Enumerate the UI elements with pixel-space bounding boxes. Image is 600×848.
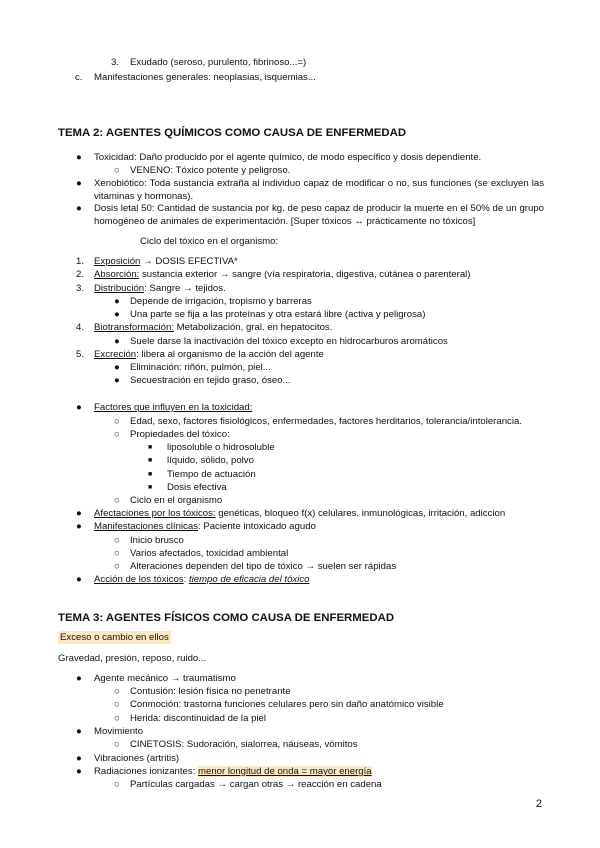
list-item: liposoluble o hidrosoluble xyxy=(167,442,275,453)
bullet-icon: ● xyxy=(76,203,82,214)
list-item: Depende de irrigación, tropismo y barreras xyxy=(130,296,312,307)
factors-title: Factores que influyen en la toxicidad: xyxy=(94,402,253,413)
highlight: menor longitud de onda = mayor energía xyxy=(198,766,372,777)
list-item: líquido, sólido, polvo xyxy=(167,455,254,466)
list-item: Herida: discontinuidad de la piel xyxy=(130,713,266,724)
separator: : xyxy=(183,574,189,585)
circle-bullet-icon: ○ xyxy=(114,739,120,750)
circle-bullet-icon: ○ xyxy=(114,416,120,427)
term: Excreción xyxy=(94,349,137,360)
bullet-icon: ● xyxy=(76,726,82,737)
section-heading: TEMA 3: AGENTES FÍSICOS COMO CAUSA DE ENFERMEDAD xyxy=(58,612,395,624)
circle-bullet-icon: ○ xyxy=(114,561,120,572)
list-number: 2. xyxy=(76,269,85,280)
list-letter: c. xyxy=(75,72,83,83)
term: Acción de los tóxicos xyxy=(94,574,184,585)
bullet-icon: ● xyxy=(76,673,82,684)
circle-bullet-icon: ○ xyxy=(114,548,120,559)
square-bullet-icon: ■ xyxy=(148,471,153,478)
term: Exposición xyxy=(94,256,141,267)
bullet-icon: ● xyxy=(76,402,82,413)
circle-bullet-icon: ○ xyxy=(114,713,120,724)
list-item: Propiedades del tóxico: xyxy=(130,429,230,440)
list-item: Dosis efectiva xyxy=(167,482,227,493)
list-item: Vibraciones (artritis) xyxy=(94,753,180,764)
list-item: Exudado (seroso, purulento, fibrinoso...=) xyxy=(130,57,307,68)
bullet-icon: ● xyxy=(76,178,82,189)
circle-bullet-icon: ○ xyxy=(114,535,120,546)
list-item: Ciclo en el organismo xyxy=(130,495,223,506)
square-bullet-icon: ■ xyxy=(148,484,153,491)
bullet-icon: ● xyxy=(76,521,82,532)
circle-bullet-icon: ○ xyxy=(114,495,120,506)
bullet-icon: ● xyxy=(76,574,82,585)
bullet-icon: ● xyxy=(76,508,82,519)
term: Distribución xyxy=(94,283,145,294)
step-text: sustancia exterior → sangre (vía respiratoria, digestiva, cutánea o parenteral) xyxy=(139,269,471,280)
term: Manifestaciones clínicas xyxy=(94,521,198,532)
bullet-icon: ● xyxy=(114,336,120,347)
list-item: Varios afectados, toxicidad ambiental xyxy=(130,548,289,559)
step-absorcion xyxy=(94,269,470,281)
list-item: Suele darse la inactivación del tóxico excepto en hidrocarburos aromáticos xyxy=(130,336,448,347)
circle-bullet-icon: ○ xyxy=(114,165,120,176)
list-number: 1. xyxy=(76,256,85,267)
list-number: 3. xyxy=(111,57,120,68)
list-item: Manifestaciones generales: neoplasias, isquemias... xyxy=(94,72,316,83)
list-item xyxy=(94,574,309,586)
subheading: Ciclo del tóxico en el organismo: xyxy=(140,236,279,247)
term: Afectaciones por los tóxicos: xyxy=(94,508,216,519)
list-item: Una parte se fija a las proteínas y otra estará libre (activa y peligrosa) xyxy=(130,309,426,320)
bullet-icon: ● xyxy=(76,753,82,764)
list-item: Partículas cargadas → cargan otras → reacción en cadena xyxy=(130,779,382,790)
list-item: Tiempo de actuación xyxy=(167,469,256,480)
square-bullet-icon: ■ xyxy=(148,457,153,464)
list-item: Dosis letal 50: Cantidad de sustancia por kg. de peso capaz de producir la muerte en el 50% de un grupo homogéneo de animales de experimentación. [Super tóxicos ↔ prácticamente no tóxicos] xyxy=(94,203,544,227)
highlight: Exceso o cambio en ellos xyxy=(60,632,169,643)
list-item: Toxicidad: Daño producido por el agente químico, de modo específico y dosis dependiente. xyxy=(94,152,482,163)
list-item: Xenobiótico: Toda sustancia extraña al individuo capaz de modificar o no, sus funciones (se excluyen las vitaminas y hormonas). xyxy=(94,178,544,202)
list-item: Secuestración en tejido graso, óseo... xyxy=(130,375,291,386)
step-biotransformacion xyxy=(94,322,332,334)
step-exposicion xyxy=(94,256,238,268)
step-text: → DOSIS EFECTIVA* xyxy=(140,256,238,267)
list-item: Contusión: lesión física no penetrante xyxy=(130,686,291,697)
step-distribucion xyxy=(94,283,226,295)
item-text: tiempo de eficacia del tóxico xyxy=(188,574,310,585)
list-item xyxy=(94,521,316,533)
step-text: Metabolización, gral. en hepatocitos. xyxy=(173,322,333,333)
step-text: : Sangre → tejidos. xyxy=(144,283,226,294)
circle-bullet-icon: ○ xyxy=(114,686,120,697)
list-number: 3. xyxy=(76,283,85,294)
list-item: CINETOSIS: Sudoración, sialorrea, náuseas, vómitos xyxy=(130,739,358,750)
item-text: : Paciente intoxicado agudo xyxy=(197,521,316,532)
step-excrecion xyxy=(94,349,324,361)
list-item: Edad, sexo, factores fisiológicos, enfermedades, factores herditarios, tolerancia/intolerancia. xyxy=(130,416,522,427)
list-item: Alteraciones dependen del tipo de tóxico → suelen ser rápidas xyxy=(130,561,397,572)
square-bullet-icon: ■ xyxy=(148,444,153,451)
bullet-icon: ● xyxy=(114,309,120,320)
list-number: 4. xyxy=(76,322,85,333)
bullet-icon: ● xyxy=(76,152,82,163)
list-item: VENENO: Tóxico potente y peligroso. xyxy=(130,165,291,176)
list-item: Movimiento xyxy=(94,726,144,737)
list-number: 5. xyxy=(76,349,85,360)
bullet-icon: ● xyxy=(114,362,120,373)
list-item: Eliminación: riñón, pulmón, piel... xyxy=(130,362,271,373)
item-text: Radiaciones ionizantes: xyxy=(94,766,198,777)
list-item: Agente mecánico → traumatismo xyxy=(94,673,236,684)
bullet-icon: ● xyxy=(114,375,120,386)
circle-bullet-icon: ○ xyxy=(114,699,120,710)
circle-bullet-icon: ○ xyxy=(114,779,120,790)
list-item xyxy=(94,508,505,520)
term: Biotransformación: xyxy=(94,322,174,333)
item-text: genéticas, bloqueo f(x) celulares, inmunológicas, irritación, adiccion xyxy=(215,508,506,519)
list-item xyxy=(94,766,372,778)
bullet-icon: ● xyxy=(114,296,120,307)
list-item: Conmoción: trastorna funciones celulares pero sin daño anatómico visible xyxy=(130,699,444,710)
term: Absorción: xyxy=(94,269,140,280)
bullet-icon: ● xyxy=(76,766,82,777)
highlighted-note xyxy=(58,632,171,644)
circle-bullet-icon: ○ xyxy=(114,429,120,440)
section-heading: TEMA 2: AGENTES QUÍMICOS COMO CAUSA DE ENFERMEDAD xyxy=(58,127,407,139)
list-item: Inicio brusco xyxy=(130,535,184,546)
intro-text: Gravedad, presión, reposo, ruido... xyxy=(58,653,207,664)
step-text: : libera al organismo de la acción del agente xyxy=(136,349,324,360)
page-number: 2 xyxy=(535,798,542,810)
